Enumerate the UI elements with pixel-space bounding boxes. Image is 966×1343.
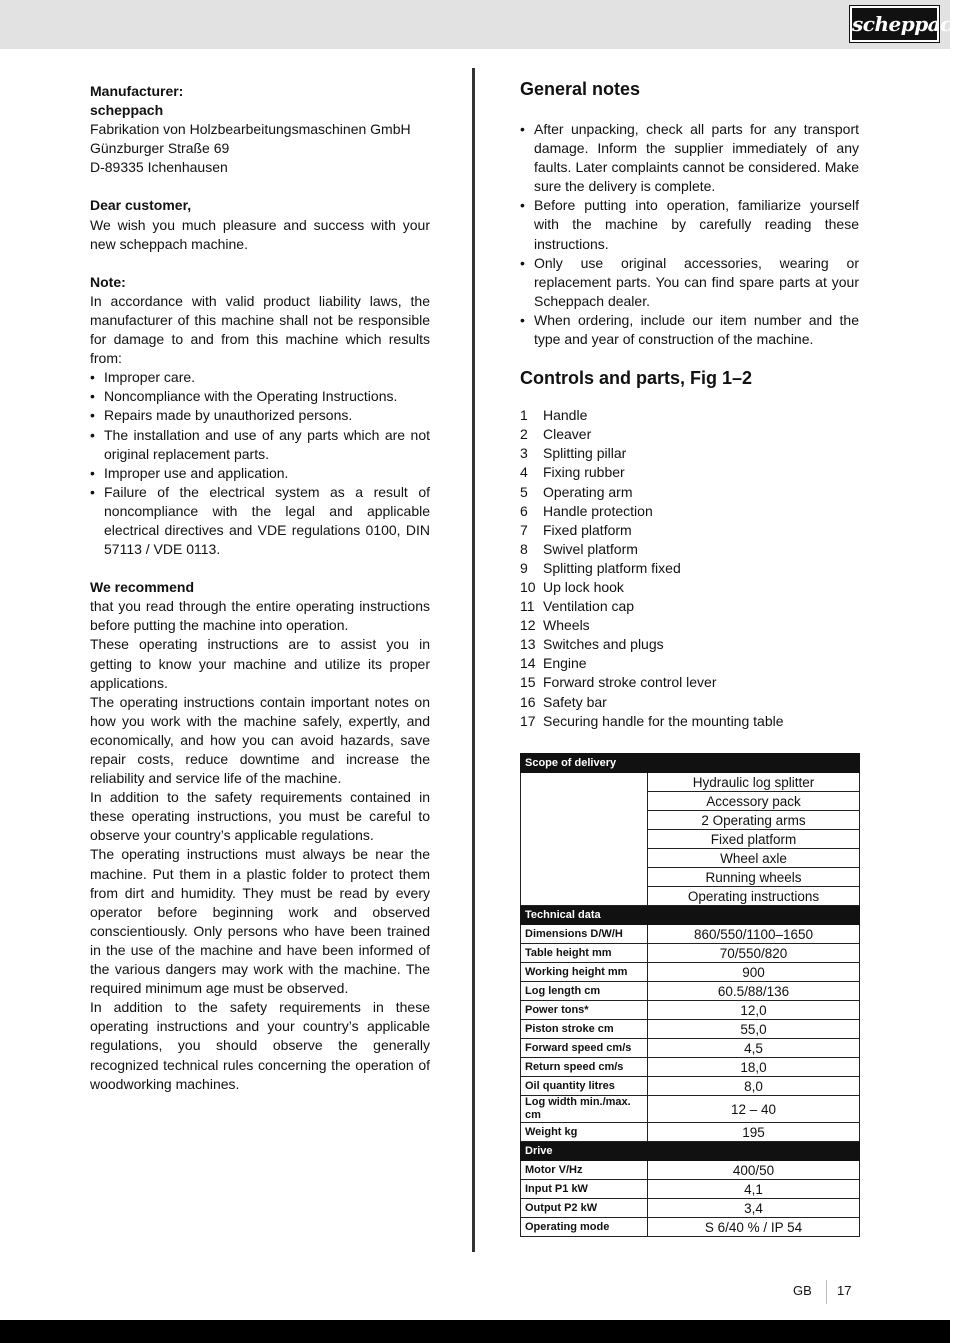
part-number: 9 [520, 559, 528, 576]
parts-list-item [520, 521, 859, 540]
table-row [521, 963, 860, 982]
paragraph: The operating instructions contain important notes on how you work with the machine safely, expertly, and economically, and how you can avoid hazards, save repair costs, reduce downtime and increase the reliability and service life of the machine. [90, 693, 430, 787]
address-line: D-89335 Ichenhausen [90, 159, 228, 176]
list-item: • After unpacking, check all parts for any transport damage. Inform the supplier immediately of any faults. Later complaints cannot be considered. Make sure the delivery is complete. [520, 120, 859, 196]
parts-list-item [520, 693, 859, 712]
spec-value: 900 [648, 963, 860, 982]
spec-value: 4,1 [648, 1180, 860, 1199]
part-label: Operating arm [543, 483, 633, 500]
part-label: Swivel platform [543, 540, 638, 557]
part-label: Engine [543, 655, 587, 672]
recommend-label: We recommend [90, 579, 194, 596]
footer-separator [826, 1280, 827, 1304]
scope-item: Hydraulic log splitter [648, 773, 860, 792]
page-number: 17 [837, 1283, 852, 1298]
spec-value: 55,0 [648, 1020, 860, 1039]
part-label: Fixed platform [543, 521, 632, 538]
part-number: 13 [520, 636, 536, 653]
spec-value: 8,0 [648, 1077, 860, 1096]
table-row [521, 773, 860, 792]
table-row [521, 1161, 860, 1180]
scope-item: Wheel axle [648, 849, 860, 868]
spec-key: Output P2 kW [521, 1199, 648, 1218]
scope-header [521, 754, 860, 773]
table-row [521, 1058, 860, 1077]
part-number: 4 [520, 464, 528, 481]
brand-logo-text: scheppach [852, 12, 966, 36]
part-number: 5 [520, 483, 528, 500]
scope-header-label: Scope of delivery [521, 754, 860, 773]
dear-label: Dear customer, [90, 197, 192, 214]
spec-value: 12 – 40 [648, 1096, 860, 1123]
spec-key: Motor V/Hz [521, 1161, 648, 1180]
note-text: In accordance with valid product liability laws, the manufacturer of this machine shall not be responsible for damage to and from this machine which results from: [90, 292, 430, 367]
spec-key: Operating mode [521, 1218, 648, 1237]
part-number: 10 [520, 578, 536, 595]
list-item: • Repairs made by unauthorized persons. [90, 406, 430, 425]
list-item: • Noncompliance with the Operating Instructions. [90, 387, 430, 406]
part-label: Wheels [543, 617, 590, 634]
part-label: Securing handle for the mounting table [543, 712, 784, 729]
tech-header [521, 906, 860, 925]
spec-value: 4,5 [648, 1039, 860, 1058]
manufacturer-label: Manufacturer: [90, 83, 184, 99]
table-row [521, 1077, 860, 1096]
note-list [90, 368, 430, 559]
parts-list-item [520, 463, 859, 482]
table-row [521, 1218, 860, 1237]
manufacturer-name: scheppach [90, 102, 164, 119]
part-label: Fixing rubber [543, 464, 625, 481]
spec-key: Return speed cm/s [521, 1058, 648, 1077]
spec-value: 400/50 [648, 1161, 860, 1180]
scope-blank-cell [521, 773, 648, 906]
parts-list-item [520, 540, 859, 559]
part-label: Handle [543, 407, 588, 424]
drive-header [521, 1142, 860, 1161]
address-line: Fabrikation von Holzbearbeitungsmaschinen GmbH [90, 121, 411, 138]
table-row [521, 1123, 860, 1142]
part-number: 17 [520, 712, 536, 729]
table-row [521, 944, 860, 963]
table-row [521, 1039, 860, 1058]
list-item: • Before putting into operation, familiarize yourself with the machine by carefully reading these instructions. [520, 196, 859, 253]
list-item: • The installation and use of any parts which are not original replacement parts. [90, 426, 430, 464]
part-number: 15 [520, 674, 536, 691]
parts-list-item [520, 712, 859, 731]
list-item: • Only use original accessories, wearing or replacement parts. You can find spare parts at your Scheppach dealer. [520, 254, 859, 311]
part-label: Handle protection [543, 502, 653, 519]
note-label: Note: [90, 273, 126, 290]
parts-list-item [520, 406, 859, 425]
tech-header-label: Technical data [521, 906, 860, 925]
parts-list-item [520, 597, 859, 616]
table-row [521, 982, 860, 1001]
spec-key: Weight kg [521, 1123, 648, 1142]
address-line: Günzburger Straße 69 [90, 140, 230, 157]
footer-bar [0, 1320, 950, 1343]
part-label: Forward stroke control lever [543, 674, 717, 691]
spec-key: Working height mm [521, 963, 648, 982]
spec-value: S 6/40 % / IP 54 [648, 1218, 860, 1237]
spec-table [520, 753, 860, 1237]
language-code: GB [793, 1283, 812, 1298]
part-number: 16 [520, 693, 536, 710]
table-row [521, 1199, 860, 1218]
parts-list-item [520, 425, 859, 444]
paragraph: These operating instructions are to assist you in getting to know your machine and utilize its proper applications. [90, 636, 430, 691]
scope-item: Running wheels [648, 868, 860, 887]
parts-list [520, 406, 859, 731]
table-row [521, 1001, 860, 1020]
paragraph: In addition to the safety requirements in these operating instructions and your country’s applicable regulations, you should observe the generally recognized technical rules concerning the operation of woodworking machines. [90, 999, 430, 1092]
table-row [521, 1020, 860, 1039]
part-number: 8 [520, 540, 528, 557]
parts-list-item [520, 578, 859, 597]
part-number: 12 [520, 617, 536, 634]
part-label: Safety bar [543, 693, 607, 710]
spec-key: Piston stroke cm [521, 1020, 648, 1039]
spec-value: 195 [648, 1123, 860, 1142]
part-label: Switches and plugs [543, 636, 664, 653]
part-number: 6 [520, 502, 528, 519]
paragraph: In addition to the safety requirements contained in these operating instructions, you must be careful to observe your country’s applicable regulations. [90, 789, 430, 844]
spec-value: 60.5/88/136 [648, 982, 860, 1001]
list-item: • Failure of the electrical system as a result of noncompliance with the legal and applicable electrical directives and VDE regulations 0100, DIN 57113 / VDE 0113. [90, 483, 430, 559]
paragraph: The operating instructions must always be near the machine. Put them in a plastic folder to protect them from dirt and humidity. They must be read by every operator before beginning work and observed conscientiously. Only persons who have been trained in the use of the machine and have been informed of the various dangers may work with the machine. The required minimum age must be observed. [90, 846, 430, 997]
general-notes-title: General notes [520, 79, 641, 99]
left-column [90, 82, 430, 1094]
parts-list-item [520, 616, 859, 635]
drive-header-label: Drive [521, 1142, 860, 1161]
part-number: 14 [520, 655, 536, 672]
spec-key: Log length cm [521, 982, 648, 1001]
spec-value: 3,4 [648, 1199, 860, 1218]
parts-list-item [520, 483, 859, 502]
controls-title: Controls and parts, Fig 1–2 [520, 368, 753, 389]
list-item: • Improper care. [90, 368, 430, 387]
spec-value: 18,0 [648, 1058, 860, 1077]
scope-item: 2 Operating arms [648, 811, 860, 830]
spec-key: Oil quantity litres [521, 1077, 648, 1096]
header-bar [0, 0, 966, 49]
spec-key: Table height mm [521, 944, 648, 963]
spec-key: Forward speed cm/s [521, 1039, 648, 1058]
part-number: 3 [520, 445, 528, 462]
spec-value: 70/550/820 [648, 944, 860, 963]
part-number: 7 [520, 521, 528, 538]
list-item: • Improper use and application. [90, 464, 430, 483]
spec-key: Input P1 kW [521, 1180, 648, 1199]
part-number: 2 [520, 426, 528, 443]
scope-item: Accessory pack [648, 792, 860, 811]
parts-list-item [520, 502, 859, 521]
list-item: • When ordering, include our item number and the type and year of construction of the machine. [520, 311, 859, 349]
parts-list-item [520, 673, 859, 692]
part-label: Cleaver [543, 426, 592, 443]
table-row [521, 1096, 860, 1123]
part-number: 1 [520, 407, 528, 424]
part-label: Ventilation cap [543, 598, 635, 615]
table-row [521, 1180, 860, 1199]
spec-value: 12,0 [648, 1001, 860, 1020]
spec-value: 860/550/1100–1650 [648, 925, 860, 944]
parts-list-item [520, 635, 859, 654]
spec-key: Dimensions D/W/H [521, 925, 648, 944]
spec-key: Log width min./max. cm [521, 1096, 648, 1123]
brand-logo [850, 6, 966, 42]
scope-item: Fixed platform [648, 830, 860, 849]
scope-item: Operating instructions [648, 887, 860, 906]
parts-list-item [520, 654, 859, 673]
paragraph: that you read through the entire operating instructions before putting the machine into operation. [90, 598, 430, 634]
part-number: 11 [520, 598, 535, 615]
parts-list-item [520, 559, 859, 578]
table-row [521, 925, 860, 944]
spec-key: Power tons* [521, 1001, 648, 1020]
part-label: Splitting pillar [543, 445, 627, 462]
parts-list-item [520, 444, 859, 463]
column-divider [472, 68, 475, 1252]
dear-text: We wish you much pleasure and success with your new scheppach machine. [90, 216, 430, 252]
general-notes-list [520, 120, 859, 349]
part-label: Splitting platform fixed [543, 559, 681, 576]
part-label: Up lock hook [543, 578, 624, 595]
right-column [520, 78, 859, 731]
